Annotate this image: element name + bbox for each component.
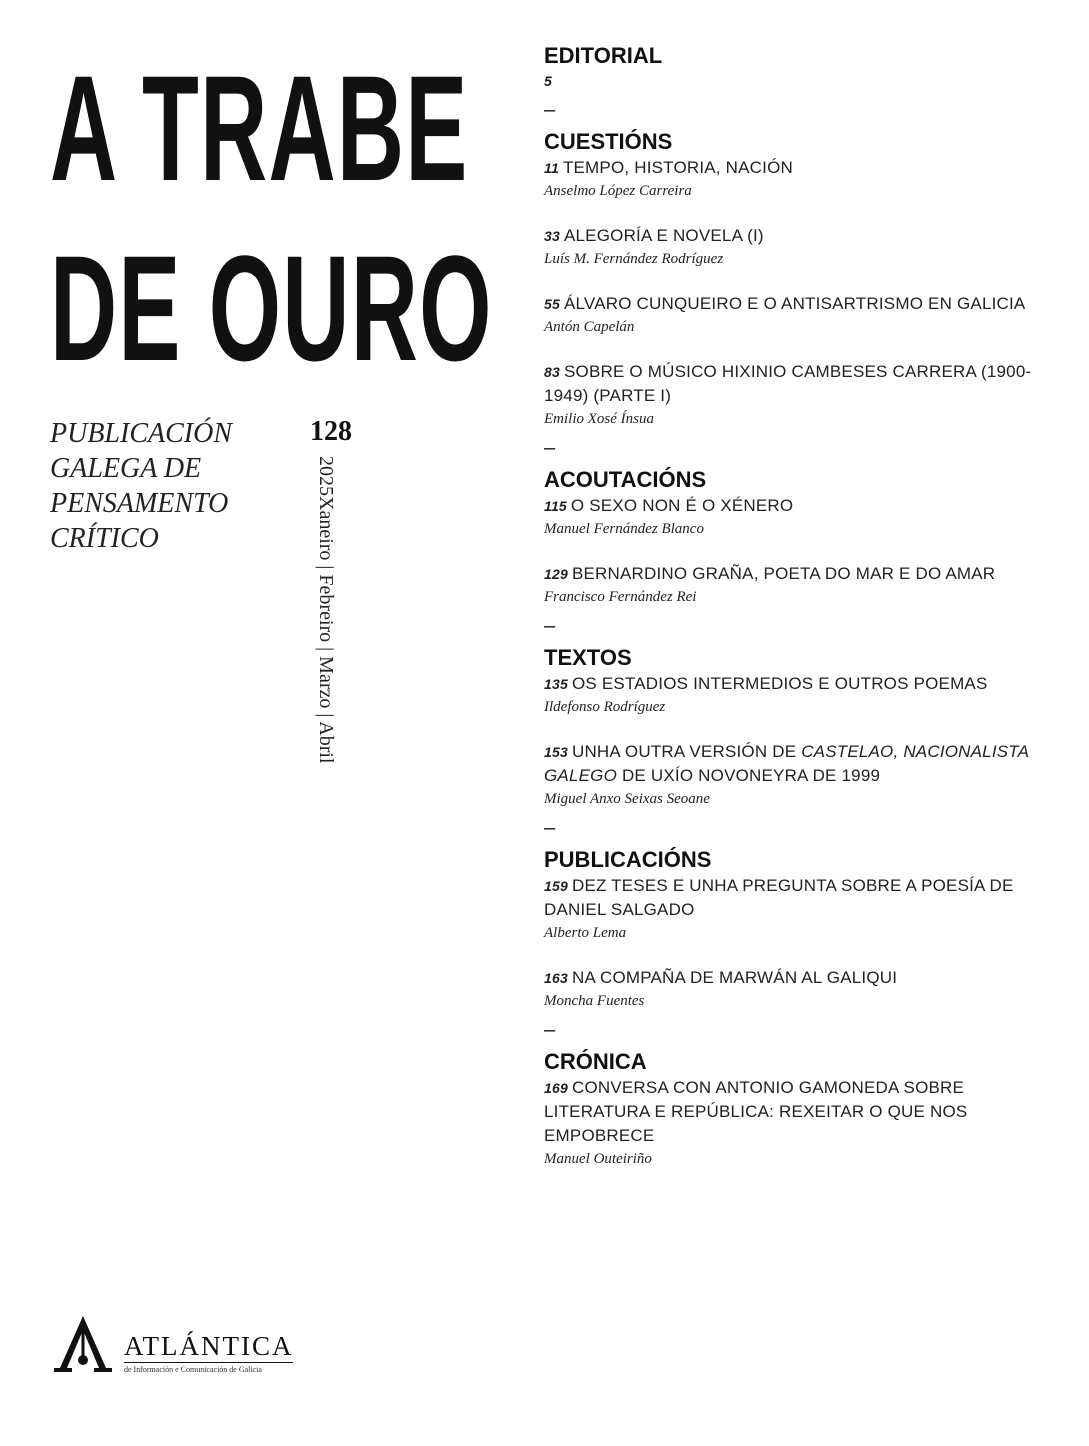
entry-title: O SEXO NON É O XÉNERO	[570, 496, 794, 515]
toc-entry	[544, 360, 1044, 430]
entry-title: OS ESTADIOS INTERMEDIOS E OUTROS POEMAS	[571, 674, 988, 693]
entry-author: Manuel Fernández Blanco	[544, 521, 704, 537]
page-number: 5	[544, 73, 552, 89]
issue-number: 128	[310, 416, 352, 447]
entry-title: TEMPO, HISTORIA, NACIÓN	[562, 158, 793, 177]
entry-title: BERNARDINO GRAÑA, POETA DO MAR E DO AMAR	[571, 564, 996, 583]
section-cronica	[544, 1048, 1044, 1170]
issue-year: 2025	[315, 456, 337, 496]
masthead	[50, 38, 493, 398]
subtitle-line: GALEGA DE	[50, 453, 202, 484]
section-title: PUBLICACIÓNS	[544, 847, 712, 872]
entry-author: Francisco Fernández Rei	[544, 589, 697, 605]
entry-title: ÁLVARO CUNQUEIRO E O ANTISARTRISMO EN GALICIA	[563, 294, 1026, 313]
toc-entry	[544, 672, 1044, 718]
page-number: 83	[544, 364, 560, 380]
entry-author: Ildefonso Rodríguez	[544, 699, 666, 715]
section-cuestions	[544, 128, 1044, 430]
page-number: 135	[544, 676, 568, 692]
entry-title: NA COMPAÑA DE MARWÁN AL GALIQUI	[571, 968, 898, 987]
page-number: 11	[544, 160, 559, 176]
page-number: 55	[544, 296, 560, 312]
page-number: 163	[544, 970, 568, 986]
section-title: EDITORIAL	[544, 43, 663, 68]
publisher-name: ATLÁNTICA	[124, 1331, 294, 1361]
page-number: 115	[544, 498, 567, 514]
page-number: 159	[544, 878, 568, 894]
entry-title: DEZ TESES E UNHA PREGUNTA SOBRE A POESÍA DE DANIEL SALGADO	[544, 876, 1014, 919]
entry-title: ALEGORÍA E NOVELA (I)	[563, 226, 764, 245]
issue-months: Xaneiro | Febreiro | Marzo | Abril	[315, 496, 337, 764]
page-number: 129	[544, 566, 568, 582]
section-textos	[544, 644, 1044, 810]
entry-author: Manuel Outeiriño	[544, 1151, 652, 1167]
publisher-tagline: de Información e Comunicación de Galicia	[124, 1365, 262, 1374]
subtitle-line: PENSAMENTO	[50, 488, 229, 519]
atlantica-a-logo-icon	[52, 1314, 114, 1374]
section-editorial	[544, 42, 1044, 92]
page-number: 33	[544, 228, 560, 244]
publisher	[52, 1314, 293, 1374]
subtitle-line: PUBLICACIÓN	[50, 418, 232, 449]
entry-title: CONVERSA CON ANTONIO GAMONEDA SOBRE LITERATURA E REPÚBLICA: REXEITAR O QUE NOS EMPOBRECE	[544, 1078, 968, 1145]
toc-entry	[544, 292, 1044, 338]
entry-author: Alberto Lema	[544, 925, 627, 941]
entry-title: SOBRE O MÚSICO HIXINIO CAMBESES CARRERA (1900-1949) (PARTE I)	[544, 362, 1032, 405]
section-title: CRÓNICA	[544, 1049, 647, 1074]
toc-entry	[544, 740, 1044, 810]
entry-title-italic: CASTELAO, NACIONALISTA GALEGO	[544, 742, 1029, 785]
toc-entry	[544, 494, 1044, 540]
toc-entry	[544, 1076, 1044, 1170]
entry-author: Anselmo López Carreira	[544, 183, 692, 199]
toc-entry	[544, 874, 1044, 944]
entry-title-part: DE UXÍO NOVONEYRA DE 1999	[617, 766, 881, 785]
subtitle-line: CRÍTICO	[50, 523, 159, 554]
entry-author: Miguel Anxo Seixas Seoane	[544, 791, 710, 807]
toc-entry	[544, 224, 1044, 270]
section-publicacions	[544, 846, 1044, 1012]
issue-dates	[312, 456, 337, 764]
page-number: 169	[544, 1080, 568, 1096]
section-separator: –	[544, 99, 556, 121]
section-acoutacions	[544, 466, 1044, 608]
entry-author: Luís M. Fernández Rodríguez	[544, 251, 724, 267]
entry-author: Antón Capelán	[544, 319, 635, 335]
page-number: 153	[544, 744, 568, 760]
masthead-line-1: A TRABE	[50, 44, 469, 212]
section-separator: –	[544, 437, 556, 459]
entry-title-part: UNHA OUTRA VERSIÓN DE	[571, 742, 802, 761]
toc-entry	[544, 156, 1044, 202]
section-separator: –	[544, 615, 556, 637]
masthead-line-2: DE OURO	[50, 224, 493, 392]
entry-author: Moncha Fuentes	[544, 993, 645, 1009]
section-title: CUESTIÓNS	[544, 129, 673, 154]
section-title: ACOUTACIÓNS	[544, 467, 707, 492]
toc-entry	[544, 966, 1044, 1012]
subtitle	[50, 416, 290, 556]
table-of-contents	[544, 42, 1044, 1170]
entry-author: Emilio Xosé Ínsua	[544, 411, 654, 427]
section-separator: –	[544, 817, 556, 839]
section-separator: –	[544, 1019, 556, 1041]
section-title: TEXTOS	[544, 645, 632, 670]
toc-entry	[544, 562, 1044, 608]
